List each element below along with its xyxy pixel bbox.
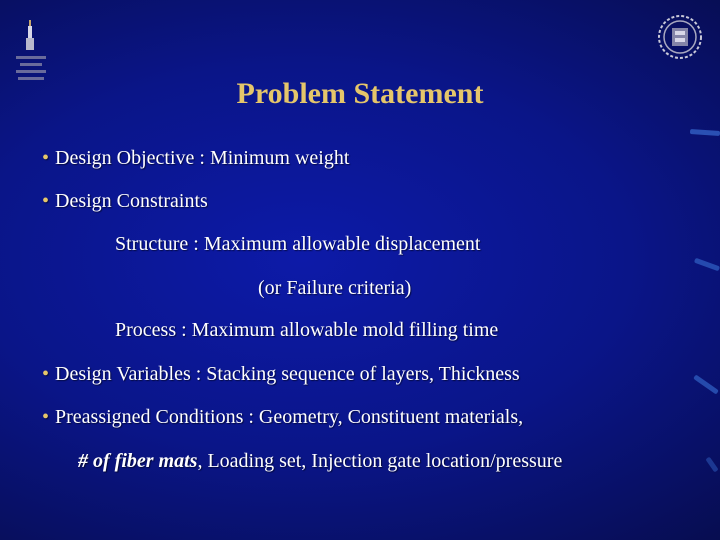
bullet-text: Design Variables : Stacking sequence of layers, Thickness bbox=[55, 363, 520, 385]
constraint-process: Process : Maximum allowable mold filling time bbox=[115, 319, 499, 341]
slide-title: Problem Statement bbox=[236, 77, 484, 110]
constraint-structure: Structure : Maximum allowable displacement bbox=[115, 233, 481, 255]
bullet-text: Preassigned Conditions : Geometry, Constituent materials, bbox=[55, 406, 524, 428]
tower-icon bbox=[26, 20, 34, 50]
constraint-failure: (or Failure criteria) bbox=[258, 277, 412, 299]
conditions-continuation bbox=[78, 449, 562, 473]
decorative-streak bbox=[705, 457, 718, 473]
bullet-text: Design Constraints bbox=[55, 190, 208, 212]
bullet-preassigned-conditions bbox=[42, 405, 523, 429]
bullet-design-objective bbox=[42, 146, 349, 170]
bullet-design-variables bbox=[42, 362, 520, 386]
fiber-mats-emphasis: # of fiber mats bbox=[78, 450, 198, 472]
bullet-symbol: • bbox=[42, 363, 50, 385]
bullet-symbol: • bbox=[42, 190, 50, 212]
bullet-design-constraints bbox=[42, 189, 208, 213]
decorative-streak bbox=[693, 374, 719, 394]
conditions-rest: , Loading set, Injection gate location/pressure bbox=[197, 450, 563, 472]
bullet-symbol: • bbox=[42, 406, 50, 428]
decorative-streak bbox=[694, 258, 720, 272]
decorative-streak bbox=[690, 129, 720, 136]
seal-icon bbox=[657, 14, 703, 60]
bullet-text: Design Objective : Minimum weight bbox=[55, 147, 350, 169]
bullet-symbol: • bbox=[42, 147, 50, 169]
